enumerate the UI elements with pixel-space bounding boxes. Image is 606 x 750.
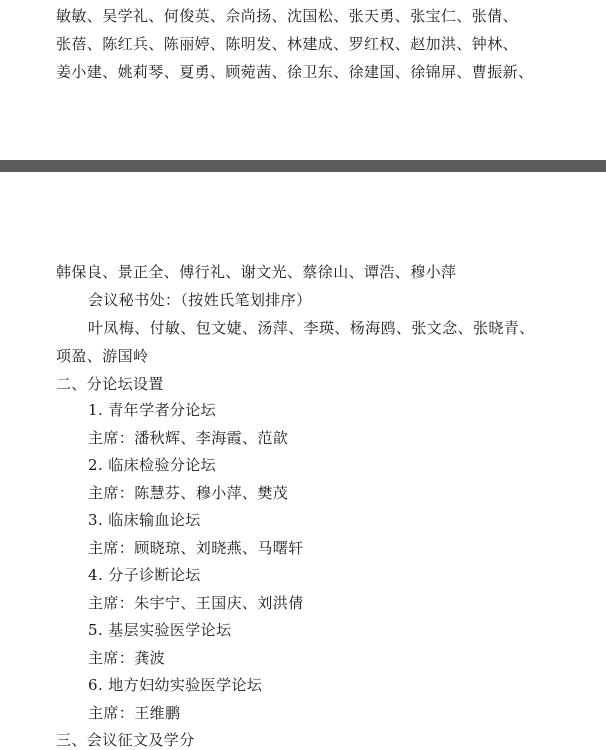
- section-heading: 二、分论坛设置: [56, 375, 164, 393]
- forum-title: 5. 基层实验医学论坛: [88, 621, 232, 639]
- forum-chairs: 主席：陈慧芬、穆小萍、樊茂: [88, 484, 289, 502]
- page-break-divider: [0, 160, 606, 172]
- document-page-bottom: [0, 172, 606, 750]
- forum-title: 3. 临床输血论坛: [88, 511, 201, 529]
- committee-members-line: 张蓓、陈红兵、陈丽婷、陈明发、林建成、罗红权、赵加洪、钟林、: [56, 35, 519, 53]
- committee-members-line: 韩保良、景正全、傅行礼、谢文光、蔡徐山、谭浩、穆小萍: [56, 263, 457, 281]
- forum-chairs: 主席：顾晓琼、刘晓燕、马曙轩: [88, 539, 304, 557]
- forum-chairs: 主席：龚波: [88, 649, 166, 667]
- committee-members-line: 姜小建、姚莉琴、夏勇、顾菀茜、徐卫东、徐建国、徐锦屏、曹振新、: [56, 63, 534, 81]
- secretariat-members-line: 项盈、游国岭: [56, 347, 149, 365]
- forum-title: 4. 分子诊断论坛: [88, 566, 201, 584]
- forum-title: 6. 地方妇幼实验医学论坛: [88, 676, 263, 694]
- document-page-top: [0, 0, 606, 160]
- forum-chairs: 主席：王维鹏: [88, 704, 181, 722]
- forum-title: 2. 临床检验分论坛: [88, 456, 217, 474]
- forum-chairs: 主席：潘秋辉、李海霞、范歆: [88, 429, 289, 447]
- committee-members-line: 敏敏、吴学礼、何俊英、佘尚扬、沈国松、张天勇、张宝仁、张倩、: [56, 7, 519, 25]
- secretariat-heading: 会议秘书处：（按姓氏笔划排序）: [88, 291, 312, 309]
- secretariat-members-line: 叶凤梅、付敏、包文婕、汤萍、李瑛、杨海鸥、张文念、张晓青、: [88, 319, 535, 337]
- forum-title: 1. 青年学者分论坛: [88, 401, 217, 419]
- section-heading: 三、会议征文及学分: [56, 731, 195, 749]
- forum-chairs: 主席：朱宇宁、王国庆、刘洪倩: [88, 594, 304, 612]
